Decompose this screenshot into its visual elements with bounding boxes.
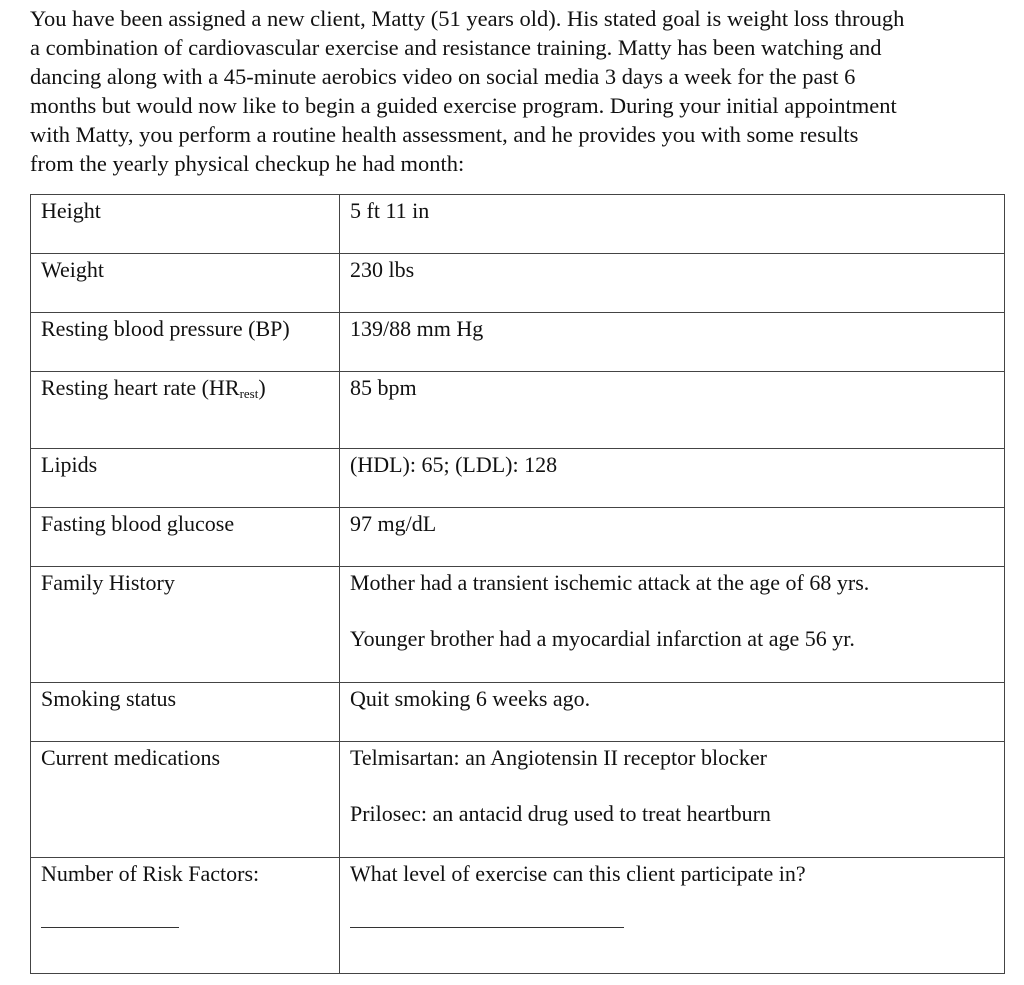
medication-telmisartan: Telmisartan: an Angiotensin II receptor blocker — [350, 745, 767, 770]
family-history-mother: Mother had a transient ischemic attack at the age of 68 yrs. — [350, 570, 870, 595]
table-row-smoking — [31, 683, 1005, 742]
hr-label-end: ) — [258, 375, 266, 400]
table-row-weight — [31, 254, 1005, 313]
table-row-hr — [31, 372, 1005, 449]
hr-label-main: Resting heart rate (HR — [41, 375, 240, 400]
intro-line: months but would now like to begin a guided exercise program. During your initial appointment — [30, 93, 897, 118]
height-label: Height — [31, 195, 340, 254]
lipids-value: (HDL): 65; (LDL): 128 — [340, 449, 1005, 508]
medication-prilosec: Prilosec: an antacid drug used to treat heartburn — [350, 801, 771, 826]
hr-value: 85 bpm — [340, 372, 1005, 449]
table-row-height — [31, 195, 1005, 254]
table-row-meds — [31, 742, 1005, 858]
smoking-label: Smoking status — [31, 683, 340, 742]
meds-label: Current medications — [31, 742, 340, 858]
risk-label — [31, 858, 340, 974]
exercise-level-blank[interactable] — [350, 927, 624, 928]
risk-factors-blank[interactable] — [41, 927, 179, 928]
hr-label-subscript: rest — [239, 386, 259, 401]
lipids-label: Lipids — [31, 449, 340, 508]
family-value — [340, 567, 1005, 683]
intro-line: with Matty, you perform a routine health assessment, and he provides you with some results — [30, 122, 859, 147]
intro-line: from the yearly physical checkup he had month: — [30, 151, 465, 176]
bp-value: 139/88 mm Hg — [340, 313, 1005, 372]
table-row-lipids — [31, 449, 1005, 508]
table-row-glucose — [31, 508, 1005, 567]
intro-line: a combination of cardiovascular exercise and resistance training. Matty has been watching and — [30, 35, 882, 60]
family-label: Family History — [31, 567, 340, 683]
weight-value: 230 lbs — [340, 254, 1005, 313]
table-row-bp — [31, 313, 1005, 372]
intro-line: dancing along with a 45-minute aerobics video on social media 3 days a week for the past 6 — [30, 64, 856, 89]
glucose-value: 97 mg/dL — [340, 508, 1005, 567]
family-history-brother: Younger brother had a myocardial infarction at age 56 yr. — [350, 626, 855, 651]
exercise-level-question: What level of exercise can this client participate in? — [350, 861, 806, 886]
height-value: 5 ft 11 in — [340, 195, 1005, 254]
table-row-family — [31, 567, 1005, 683]
hr-label — [31, 372, 340, 449]
smoking-value: Quit smoking 6 weeks ago. — [340, 683, 1005, 742]
assessment-table — [30, 194, 1005, 974]
meds-value — [340, 742, 1005, 858]
glucose-label: Fasting blood glucose — [31, 508, 340, 567]
intro-paragraph — [30, 4, 1020, 178]
weight-label: Weight — [31, 254, 340, 313]
risk-value — [340, 858, 1005, 974]
risk-factors-label: Number of Risk Factors: — [41, 861, 260, 886]
intro-line: You have been assigned a new client, Matty (51 years old). His stated goal is weight loss through — [30, 6, 905, 31]
bp-label: Resting blood pressure (BP) — [31, 313, 340, 372]
table-row-risk — [31, 858, 1005, 974]
